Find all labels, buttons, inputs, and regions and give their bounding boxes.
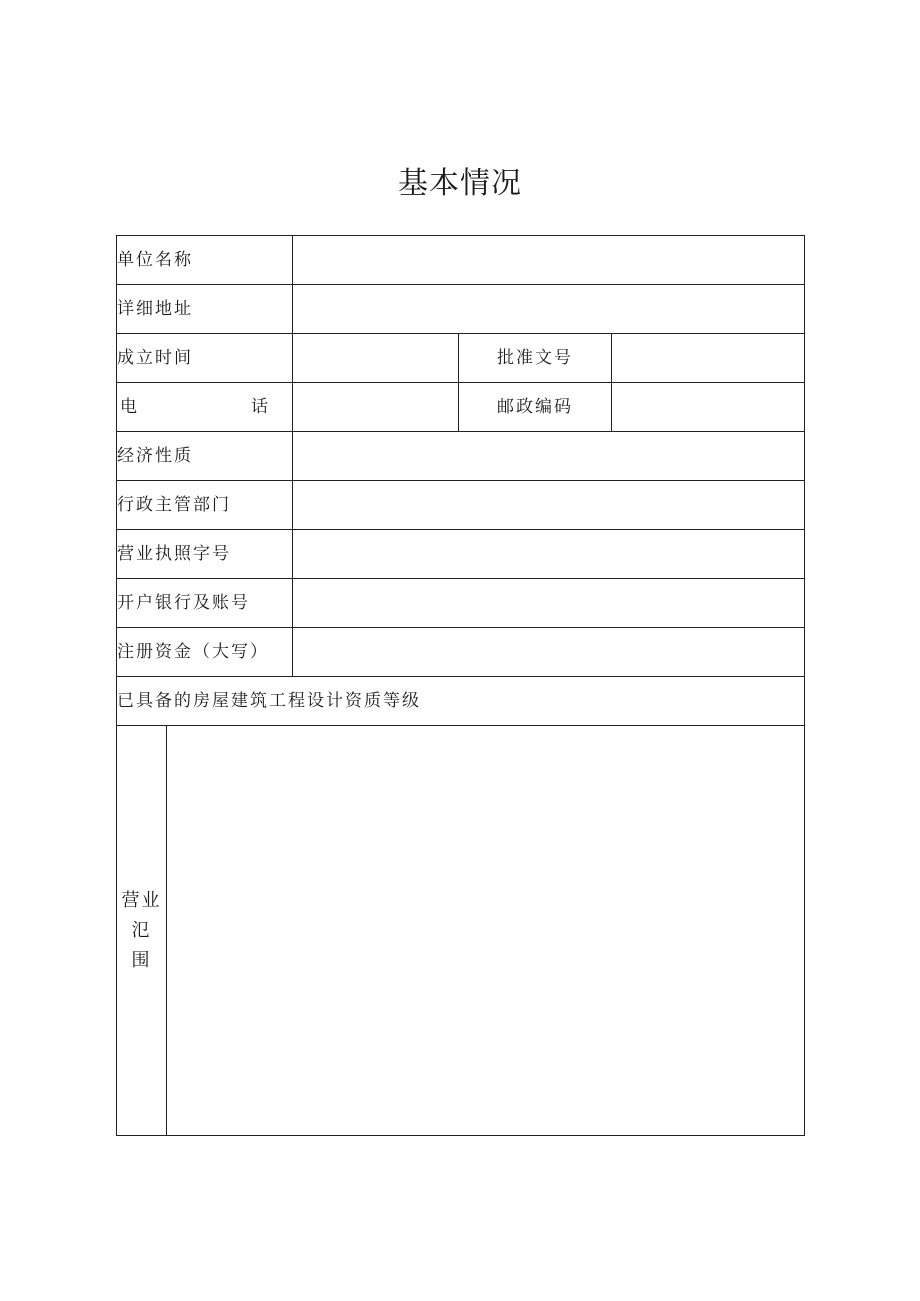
table-row	[117, 481, 805, 530]
table-row	[117, 432, 805, 481]
phone-label-char: 话	[251, 397, 270, 417]
admin-dept-field[interactable]	[293, 481, 805, 530]
unit-name-label: 单位名称	[117, 236, 293, 285]
bank-account-field[interactable]	[293, 579, 805, 628]
table-row	[117, 628, 805, 677]
table-row	[117, 677, 805, 726]
table-row	[117, 579, 805, 628]
phone-field[interactable]	[293, 383, 459, 432]
address-field[interactable]	[293, 285, 805, 334]
established-field[interactable]	[293, 334, 459, 383]
approval-no-field[interactable]	[612, 334, 805, 383]
unit-name-field[interactable]	[293, 236, 805, 285]
business-scope-label-line: 围	[131, 949, 152, 971]
table-row	[117, 726, 805, 1136]
registered-capital-field[interactable]	[293, 628, 805, 677]
admin-dept-label: 行政主管部门	[117, 481, 293, 530]
table-row	[117, 285, 805, 334]
qualification-header: 已具备的房屋建筑工程设计资质等级	[117, 677, 805, 726]
approval-no-label: 批准文号	[459, 334, 612, 383]
economic-nature-field[interactable]	[293, 432, 805, 481]
phone-label	[117, 383, 293, 432]
economic-nature-label: 经济性质	[117, 432, 293, 481]
business-scope-label	[117, 726, 167, 1136]
table-row	[117, 383, 805, 432]
license-no-field[interactable]	[293, 530, 805, 579]
address-label: 详细地址	[117, 285, 293, 334]
established-label: 成立时间	[117, 334, 293, 383]
business-scope-label-line: 营业	[121, 889, 162, 911]
business-scope-field[interactable]	[167, 726, 805, 1136]
phone-label-char: 电	[120, 397, 139, 417]
table-row	[117, 236, 805, 285]
table-row	[117, 530, 805, 579]
basic-info-table	[116, 235, 805, 1136]
business-scope-label-line: 氾	[131, 919, 152, 941]
table-row	[117, 334, 805, 383]
postcode-field[interactable]	[612, 383, 805, 432]
license-no-label: 营业执照字号	[117, 530, 293, 579]
page-title: 基本情况	[398, 166, 522, 201]
registered-capital-label: 注册资金（大写）	[117, 628, 293, 677]
postcode-label: 邮政编码	[459, 383, 612, 432]
bank-account-label: 开户银行及账号	[117, 579, 293, 628]
